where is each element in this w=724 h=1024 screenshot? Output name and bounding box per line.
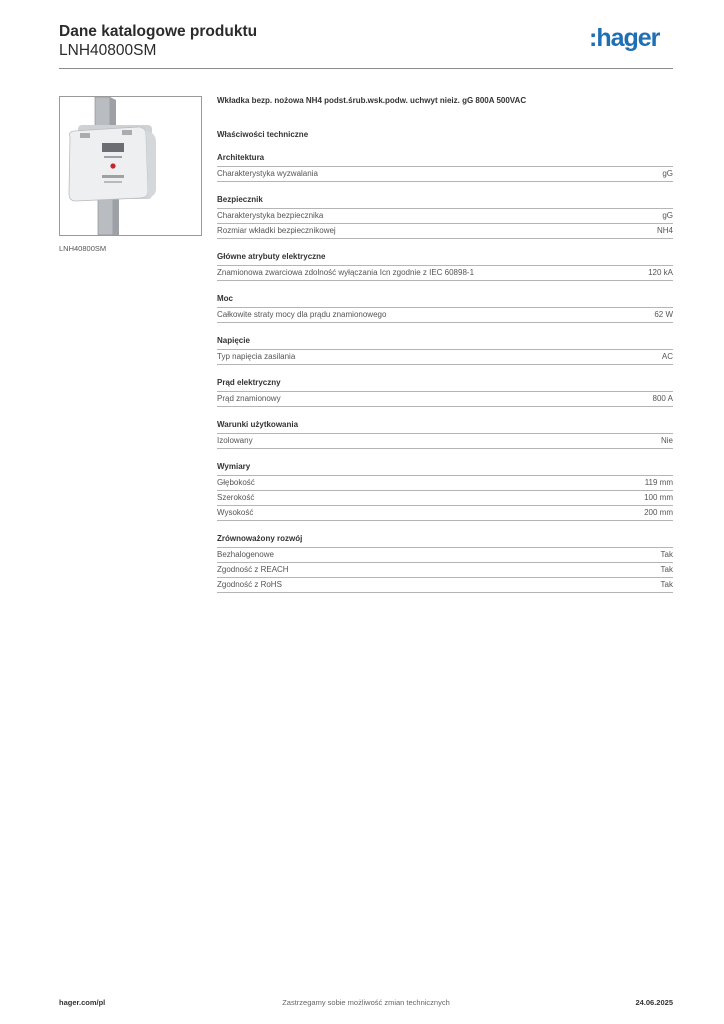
property-value: gG (662, 211, 673, 220)
page-footer (59, 998, 673, 1010)
section-title: Główne atrybuty elektryczne (217, 252, 673, 266)
section-title: Architektura (217, 153, 673, 167)
section-title: Zrównoważony rozwój (217, 534, 673, 548)
property-label: Głębokość (217, 478, 255, 487)
property-section (217, 336, 673, 365)
property-value: 119 mm (644, 478, 673, 487)
nh4-fuse-link-icon (60, 97, 201, 235)
section-title: Prąd elektryczny (217, 378, 673, 392)
property-value: 120 kA (648, 268, 673, 277)
property-label: Wysokość (217, 508, 254, 517)
property-value: 100 mm (644, 493, 673, 502)
section-title: Moc (217, 294, 673, 308)
section-title: Napięcie (217, 336, 673, 350)
technical-properties-heading: Właściwości techniczne (217, 130, 309, 139)
property-row (217, 224, 673, 239)
property-label: Całkowite straty mocy dla prądu znamionowego (217, 310, 387, 319)
document-title: Dane katalogowe produktu (59, 23, 258, 40)
property-label: Bezhalogenowe (217, 550, 274, 559)
property-value: NH4 (656, 226, 673, 235)
properties-sections (217, 153, 673, 593)
property-section (217, 534, 673, 593)
property-row (217, 209, 673, 224)
property-value: Nie (660, 436, 673, 445)
property-row (217, 491, 673, 506)
header-divider (59, 68, 673, 69)
footer-website: hager.com/pl (59, 998, 106, 1007)
property-value: 200 mm (644, 508, 673, 517)
property-section (217, 153, 673, 182)
footer-date: 24.06.2025 (635, 998, 673, 1007)
section-title: Wymiary (217, 462, 673, 476)
property-row (217, 350, 673, 365)
property-row (217, 308, 673, 323)
product-code: LNH40800SM (59, 42, 157, 59)
property-value: 800 A (652, 394, 673, 403)
property-value: 62 W (654, 310, 673, 319)
page-header (59, 22, 673, 60)
property-value: Tak (660, 580, 673, 589)
property-row (217, 506, 673, 521)
property-row (217, 578, 673, 593)
property-row (217, 548, 673, 563)
property-value: gG (662, 169, 673, 178)
property-section (217, 195, 673, 239)
property-row (217, 392, 673, 407)
property-label: Charakterystyka wyzwalania (217, 169, 318, 178)
property-label: Typ napięcia zasilania (217, 352, 296, 361)
property-section (217, 462, 673, 521)
property-label: Izolowany (217, 436, 253, 445)
property-label: Znamionowa zwarciowa zdolność wyłączania Icn zgodnie z IEC 60898-1 (217, 268, 475, 277)
property-label: Zgodność z REACH (217, 565, 289, 574)
property-label: Rozmiar wkładki bezpiecznikowej (217, 226, 336, 235)
property-label: Zgodność z RoHS (217, 580, 282, 589)
property-label: Charakterystyka bezpiecznika (217, 211, 324, 220)
property-row (217, 434, 673, 449)
product-description: Wkładka bezp. nożowa NH4 podst.śrub.wsk.podw. uchwyt nieiz. gG 800A 500VAC (217, 96, 527, 105)
property-label: Prąd znamionowy (217, 394, 281, 403)
property-row (217, 563, 673, 578)
property-label: Szerokość (217, 493, 255, 502)
section-title: Bezpiecznik (217, 195, 673, 209)
property-section (217, 252, 673, 281)
property-row (217, 167, 673, 182)
property-value: Tak (660, 550, 673, 559)
property-row (217, 266, 673, 281)
property-section (217, 294, 673, 323)
svg-text::hager: :hager (589, 24, 660, 52)
property-section (217, 378, 673, 407)
footer-disclaimer: Zastrzegamy sobie możliwość zmian technicznych (282, 998, 450, 1007)
image-caption: LNH40800SM (59, 244, 107, 253)
section-title: Warunki użytkowania (217, 420, 673, 434)
hager-logo (589, 24, 673, 54)
property-section (217, 420, 673, 449)
product-details (217, 96, 673, 593)
property-value: Tak (660, 565, 673, 574)
property-value: AC (661, 352, 673, 361)
product-image (59, 96, 202, 236)
property-row (217, 476, 673, 491)
